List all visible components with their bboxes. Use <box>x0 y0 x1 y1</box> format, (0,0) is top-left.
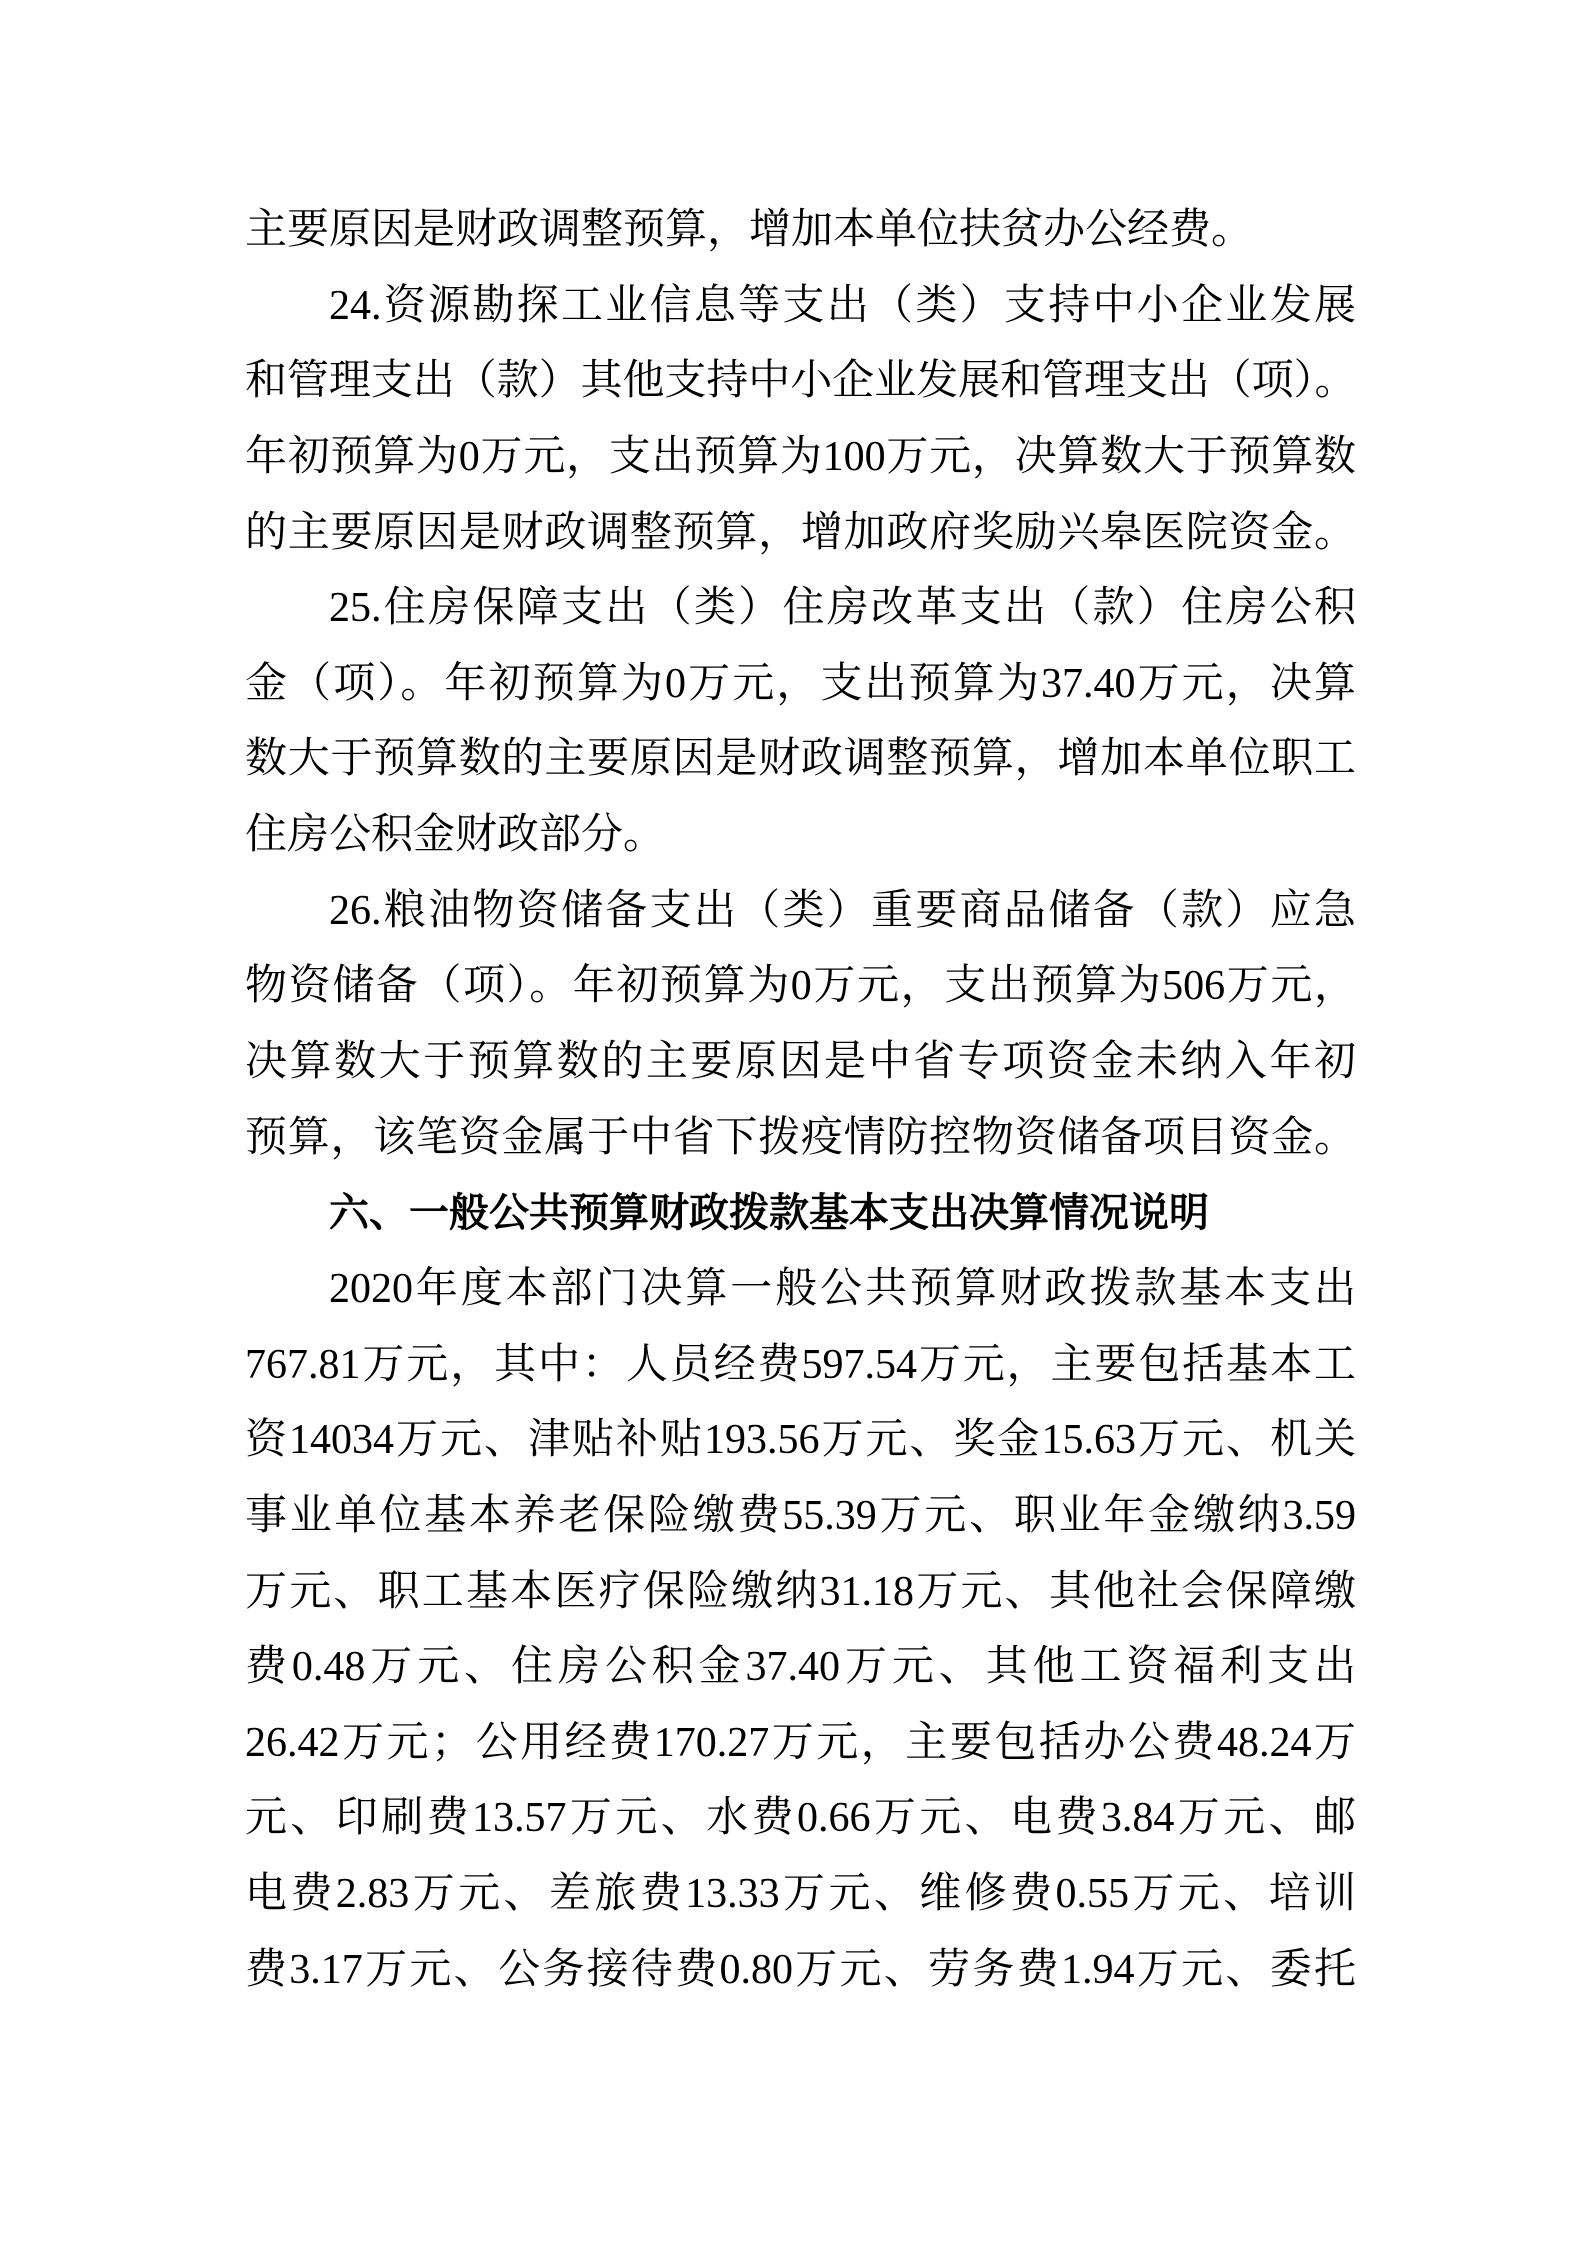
paragraph-line: 数大于预算数的主要原因是财政调整预算，增加本单位职工 <box>245 736 1356 783</box>
paragraph-line: 预算，该笔资金属于中省下拨疫情防控物资储备项目资金。 <box>245 1114 1356 1161</box>
paragraph-line: 决算数大于预算数的主要原因是中省专项资金未纳入年初 <box>245 1039 1356 1086</box>
paragraph-line: 年初预算为0万元，支出预算为100万元，决算数大于预算数 <box>245 433 1356 480</box>
paragraph-line: 费0.48万元、住房公积金37.40万元、其他工资福利支出 <box>245 1644 1356 1691</box>
paragraph-line: 电费2.83万元、差旅费13.33万元、维修费0.55万元、培训 <box>245 1871 1356 1918</box>
paragraph-line: 事业单位基本养老保险缴费55.39万元、职业年金缴纳3.59 <box>245 1492 1356 1539</box>
paragraph-line: 主要原因是财政调整预算，增加本单位扶贫办公经费。 <box>245 207 1254 253</box>
paragraph-line: 和管理支出（款）其他支持中小企业发展和管理支出（项）。 <box>245 358 1356 405</box>
item-24-paragraph <box>245 269 1356 572</box>
paragraph-line: 26.42万元；公用经费170.27万元，主要包括办公费48.24万 <box>245 1719 1356 1766</box>
section-heading: 六、一般公共预算财政拨款基本支出决算情况说明 <box>329 1190 1209 1237</box>
document-body <box>245 193 1356 2008</box>
paragraph-line: 的主要原因是财政调整预算，增加政府奖励兴皋医院资金。 <box>245 509 1356 556</box>
paragraph-line: 2020年度本部门决算一般公共预算财政拨款基本支出 <box>329 1265 1356 1312</box>
paragraph-line: 物资储备（项）。年初预算为0万元，支出预算为506万元， <box>245 963 1356 1010</box>
paragraph-line: 25.住房保障支出（类）住房改革支出（款）住房公积 <box>329 585 1356 632</box>
paragraph-line: 住房公积金财政部分。 <box>245 812 666 859</box>
basic-expenditure-paragraph <box>245 1252 1356 2008</box>
paragraph-line: 费3.17万元、公务接待费0.80万元、劳务费1.94万元、委托 <box>245 1946 1356 1993</box>
paragraph-line: 金（项）。年初预算为0万元，支出预算为37.40万元，决算 <box>245 660 1356 707</box>
item-26-paragraph <box>245 874 1356 1177</box>
paragraph-line: 元、印刷费13.57万元、水费0.66万元、电费3.84万元、邮 <box>245 1795 1356 1842</box>
paragraph-line: 767.81万元，其中：人员经费597.54万元，主要包括基本工 <box>245 1341 1356 1388</box>
paragraph-line: 资14034万元、津贴补贴193.56万元、奖金15.63万元、机关 <box>245 1417 1356 1464</box>
paragraph-line: 26.粮油物资储备支出（类）重要商品储备（款）应急 <box>329 887 1356 934</box>
paragraph-line: 万元、职工基本医疗保险缴纳31.18万元、其他社会保障缴 <box>245 1568 1356 1615</box>
continued-paragraph <box>245 193 1356 269</box>
paragraph-line: 24.资源勘探工业信息等支出（类）支持中小企业发展 <box>329 282 1356 329</box>
item-25-paragraph <box>245 571 1356 874</box>
